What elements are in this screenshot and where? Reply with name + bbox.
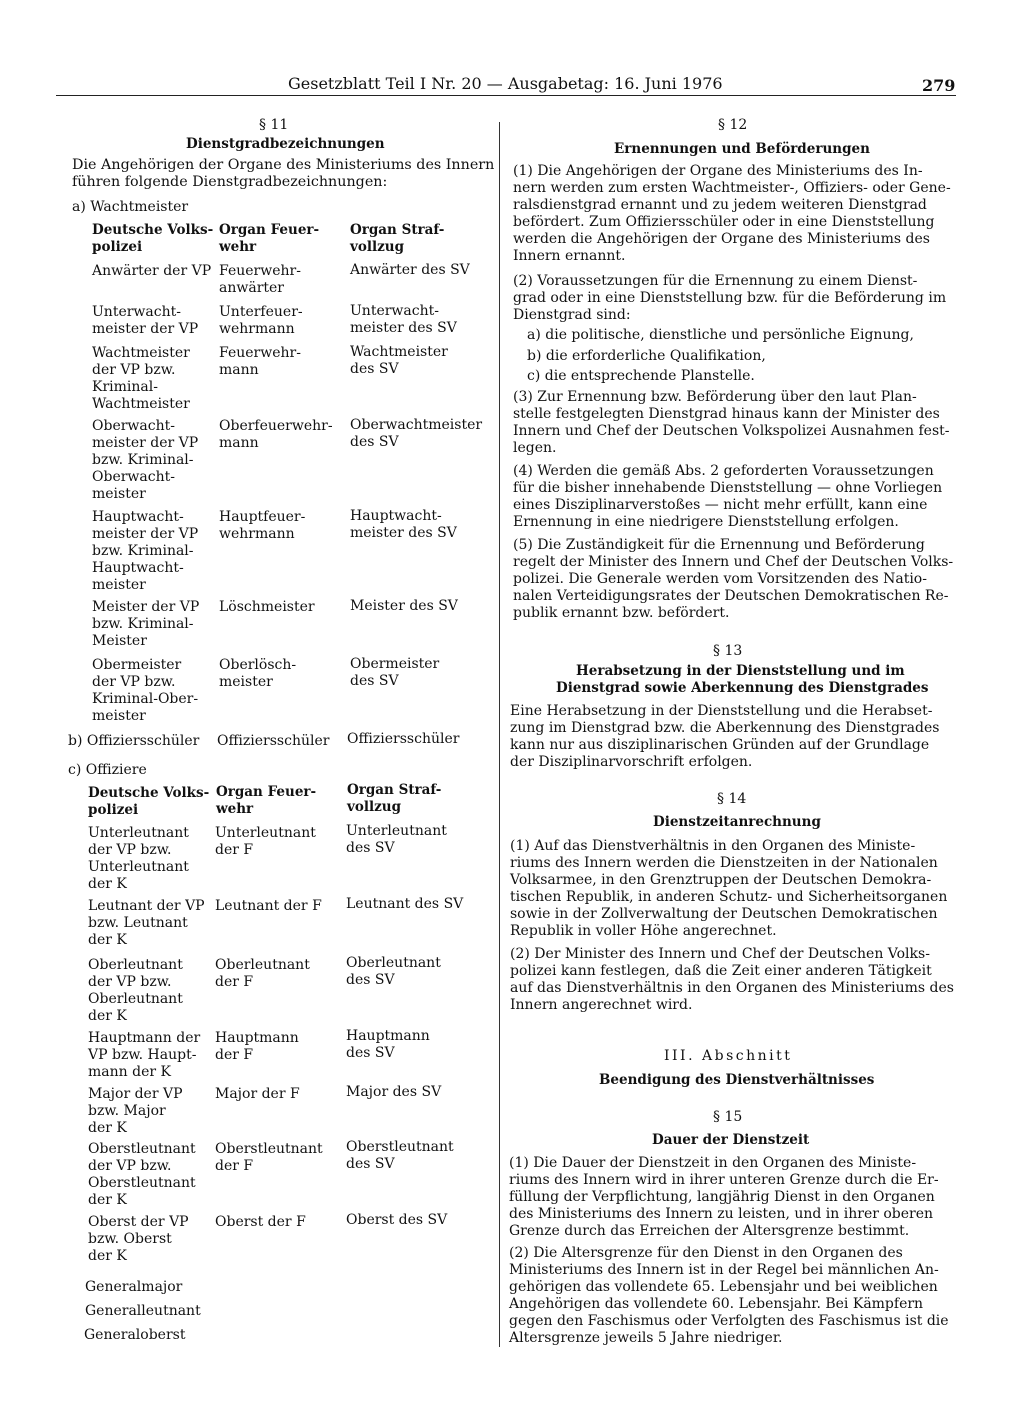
rank-vp-line: meister der VP — [92, 321, 199, 337]
rank-strafvollzug-line: Leutnant des SV — [346, 896, 464, 912]
rank-vp-line: meister der VP — [92, 526, 199, 542]
text-line: befördert. Zum Offiziersschüler oder in eine Dienststellung — [513, 213, 935, 230]
text-line: regelt der Minister des Innern und Chef der Deutschen Volks- — [513, 553, 954, 570]
column-header-volkspolizei-line: Deutsche Volks- — [92, 222, 214, 238]
text-line: Ernennung in eine niedrigere Dienststellung erfolgen. — [513, 513, 899, 530]
section-11-title: Dienstgradbezeichnungen — [186, 136, 385, 152]
rank-feuerwehr — [215, 898, 322, 915]
text-line: riums des Innern wird in ihrer unteren Grenze durch die Er- — [509, 1171, 939, 1188]
rank-vp-line: meister — [92, 486, 146, 502]
offiziersschueler-f: Offiziersschüler — [217, 733, 330, 749]
text-line: (3) Zur Ernennung bzw. Beförderung über den laut Plan- — [513, 389, 917, 405]
column-header-volkspolizei-line: polizei — [92, 239, 143, 255]
rank-vp-line: Unterleutnant — [88, 859, 189, 875]
text-line: (1) Auf das Dienstverhältnis in den Organen des Ministe- — [510, 838, 916, 854]
rank-vp — [92, 418, 198, 503]
rank-feuerwehr-line: anwärter — [219, 280, 284, 296]
rank-vp — [88, 957, 183, 1025]
rank-vp-line: Hauptwacht- — [92, 560, 184, 576]
rank-vp-line: meister der VP — [92, 435, 199, 451]
text-line: (4) Werden die gemäß Abs. 2 geforderten Voraussetzungen — [513, 463, 934, 479]
text-line: riums des Innern werden die Dienstzeiten in der Nationalen — [510, 854, 938, 871]
rank-strafvollzug-line: meister des SV — [350, 525, 457, 541]
text-line: Innern angerechnet wird. — [510, 996, 693, 1013]
section-14-title: Dienstzeitanrechnung — [653, 814, 821, 830]
rank-strafvollzug-line: Unterwacht- — [350, 303, 439, 319]
text-line: Grenze durch das Erreichen der Altersgrenze bestimmt. — [509, 1222, 910, 1239]
group-c-label: c) Offiziere — [68, 762, 147, 778]
rank-vp-line: Oberleutnant — [88, 957, 183, 973]
rank-strafvollzug-line: Anwärter des SV — [350, 262, 470, 278]
rank-feuerwehr-line: Unterleutnant — [215, 825, 316, 841]
rank-strafvollzug — [346, 1084, 441, 1101]
rank-feuerwehr — [215, 957, 310, 991]
rank-strafvollzug-line: des SV — [350, 361, 399, 377]
rank-vp — [88, 1086, 183, 1137]
column-header-strafvollzug — [350, 222, 444, 256]
text-line: sowie in der Zollverwaltung der Deutschen Demokratischen — [510, 905, 938, 922]
offiziersschueler-sv: Offiziersschüler — [347, 731, 460, 747]
chapter-number: III. Abschnitt — [664, 1048, 793, 1064]
rank-strafvollzug-line: Meister des SV — [350, 598, 458, 614]
section-13-title-line: Herabsetzung in der Dienststellung und im — [576, 663, 905, 679]
text-line: (2) Der Minister des Innern und Chef der Deutschen Volks- — [510, 946, 930, 962]
section-14-paragraph-1 — [510, 838, 947, 939]
text-line: b) die erforderliche Qualifikation, — [527, 347, 766, 364]
text-line: nalen Verteidigungsrates der Deutschen Demokratischen Re- — [513, 587, 949, 604]
section-11-intro — [72, 157, 494, 191]
rank-strafvollzug — [350, 508, 457, 542]
rank-strafvollzug — [350, 656, 439, 690]
rank-vp-line: bzw. Kriminal- — [92, 452, 194, 468]
rank-vp-line: der VP bzw. — [88, 842, 172, 858]
rank-vp-line: bzw. Kriminal- — [92, 543, 194, 559]
text-line: Altersgrenze jeweils 5 Jahre niedriger. — [509, 1329, 783, 1346]
general-rank: Generalleutnant — [85, 1303, 201, 1319]
text-line: Innern und Chef der Deutschen Volkspolizei Ausnahmen fest- — [513, 422, 950, 439]
section-12-title: Ernennungen und Beförderungen — [614, 141, 870, 157]
rank-feuerwehr-line: der F — [215, 1047, 254, 1063]
column-header-strafvollzug-line: Organ Straf- — [347, 782, 442, 798]
section-12-paragraph-4 — [513, 463, 942, 531]
rank-strafvollzug-line: des SV — [346, 1045, 395, 1061]
rank-vp — [92, 657, 198, 725]
column-header-volkspolizei — [92, 222, 213, 256]
section-12-number: § 12 — [718, 117, 748, 133]
rank-strafvollzug-line: Wachtmeister — [350, 344, 448, 360]
text-line: gehörigen das vollendete 65. Lebensjahr und bei weiblichen — [509, 1278, 938, 1295]
section-12-paragraph-3 — [513, 389, 950, 457]
rank-feuerwehr — [215, 1030, 299, 1064]
column-header-volkspolizei-line: polizei — [88, 802, 139, 818]
column-header-feuerwehr-line: wehr — [219, 239, 257, 255]
rank-vp — [92, 509, 198, 594]
text-line: der Disziplinarvorschrift erfolgen. — [510, 753, 753, 770]
rank-vp-line: der K — [88, 1248, 127, 1264]
rank-feuerwehr-line: Oberfeuerwehr- — [219, 418, 333, 434]
rank-vp-line: Anwärter der VP — [92, 263, 212, 279]
column-header-strafvollzug-line: Organ Straf- — [350, 222, 445, 238]
section-15-number: § 15 — [713, 1109, 743, 1125]
rank-strafvollzug — [350, 598, 458, 615]
text-line: Republik in voller Höhe angerechnet. — [510, 922, 777, 939]
rank-feuerwehr — [219, 263, 301, 297]
rank-vp-line: der K — [88, 876, 127, 892]
rank-vp-line: der K — [88, 1192, 127, 1208]
text-line: kann nur aus disziplinarischen Gründen auf der Grundlage — [510, 736, 930, 753]
general-rank: Generalmajor — [85, 1279, 183, 1295]
text-line: (5) Die Zuständigkeit für die Ernennung und Beförderung — [513, 537, 925, 553]
rank-vp-line: der K — [88, 1008, 127, 1024]
general-rank: Generaloberst — [84, 1327, 186, 1343]
column-header-feuerwehr-line: wehr — [216, 801, 254, 817]
rank-strafvollzug-line: des SV — [350, 673, 399, 689]
rank-strafvollzug-line: des SV — [346, 1156, 395, 1172]
text-line: werden die Angehörigen der Organe des Ministeriums des — [513, 230, 930, 247]
column-header-strafvollzug-line: vollzug — [347, 799, 402, 815]
rank-vp — [88, 1030, 200, 1081]
rank-vp — [92, 304, 198, 338]
rank-feuerwehr-line: meister — [219, 674, 273, 690]
rank-vp — [88, 1141, 196, 1209]
section-12-paragraph-1 — [513, 163, 951, 264]
rank-vp-line: Obermeister — [92, 657, 182, 673]
rank-feuerwehr-line: Löschmeister — [219, 599, 315, 615]
rank-strafvollzug-line: Oberwachtmeister — [350, 417, 483, 433]
rank-feuerwehr-line: wehrmann — [219, 526, 295, 542]
rank-feuerwehr-line: Unterfeuer- — [219, 304, 303, 320]
rank-feuerwehr-line: Leutnant der F — [215, 898, 322, 914]
rank-feuerwehr-line: Oberleutnant — [215, 957, 310, 973]
rank-vp-line: Oberst der VP — [88, 1214, 189, 1230]
rank-vp-line: Meister — [92, 633, 147, 649]
rank-strafvollzug-line: Hauptmann — [346, 1028, 430, 1044]
rank-vp-line: bzw. Oberst — [88, 1231, 172, 1247]
text-line: Eine Herabsetzung in der Dienststellung und die Herabset- — [510, 703, 933, 719]
column-header-strafvollzug-line: vollzug — [350, 239, 405, 255]
rank-vp-line: Meister der VP — [92, 599, 200, 615]
section-15-paragraph-2 — [509, 1245, 949, 1346]
text-line: publik ernannt bzw. befördert. — [513, 604, 730, 621]
column-header-feuerwehr — [216, 784, 316, 818]
rank-strafvollzug-line: Obermeister — [350, 656, 440, 672]
text-line: grad oder in eine Dienststellung bzw. für die Beförderung im — [513, 289, 947, 306]
rank-feuerwehr — [215, 1214, 306, 1231]
rank-vp-line: bzw. Major — [88, 1103, 166, 1119]
rank-strafvollzug — [346, 955, 441, 989]
text-line: (1) Die Dauer der Dienstzeit in den Organen des Ministe- — [509, 1155, 917, 1171]
rank-strafvollzug-line: Oberleutnant — [346, 955, 441, 971]
rank-strafvollzug — [346, 1028, 430, 1062]
rank-vp-line: der K — [88, 1120, 127, 1136]
rank-strafvollzug — [350, 262, 470, 279]
section-12-paragraph-5 — [513, 537, 953, 622]
rank-vp-line: Wachtmeister — [92, 396, 190, 412]
rank-strafvollzug-line: des SV — [346, 972, 395, 988]
text-line: des Ministeriums des Innern zu leisten, und in ihrer oberen — [509, 1205, 934, 1222]
section-12-paragraph-2 — [513, 273, 946, 324]
rank-feuerwehr — [219, 418, 333, 452]
rank-vp-line: Oberstleutnant — [88, 1141, 196, 1157]
rank-feuerwehr-line: Hauptfeuer- — [219, 509, 306, 525]
text-line: nern werden zum ersten Wachtmeister-, Offiziers- oder Gene- — [513, 179, 951, 196]
rank-vp-line: Kriminal-Ober- — [92, 691, 199, 707]
column-header-volkspolizei-line: Deutsche Volks- — [88, 785, 210, 801]
column-header-feuerwehr-line: Organ Feuer- — [219, 222, 320, 238]
rank-feuerwehr-line: der F — [215, 1158, 254, 1174]
text-line: eines Disziplinarverstoßes — nicht mehr erfüllt, kann eine — [513, 496, 928, 513]
text-line: (1) Die Angehörigen der Organe des Ministeriums des In- — [513, 163, 923, 179]
rank-vp — [88, 1214, 189, 1265]
text-line: legen. — [513, 439, 557, 456]
rank-strafvollzug-line: Oberst des SV — [346, 1212, 448, 1228]
text-line: Volksarmee, in den Grenztruppen der Deutschen Demokra- — [510, 871, 932, 888]
rank-vp-line: Major der VP — [88, 1086, 183, 1102]
rank-feuerwehr-line: Oberlösch- — [219, 657, 297, 673]
text-line: ralsdienstgrad ernannt und zu jedem weiteren Dienstgrad — [513, 196, 927, 213]
column-header-strafvollzug — [347, 782, 441, 816]
column-divider — [499, 122, 500, 1347]
text-line: Innern ernannt. — [513, 247, 626, 264]
rank-vp-line: Unterwacht- — [92, 304, 181, 320]
text-line: c) die entsprechende Planstelle. — [527, 368, 755, 384]
rank-feuerwehr-line: Feuerwehr- — [219, 263, 301, 279]
section-15-title: Dauer der Dienstzeit — [652, 1132, 810, 1148]
text-line: zung im Dienstgrad bzw. die Aberkennung des Dienstgrades — [510, 719, 940, 736]
rank-feuerwehr-line: der F — [215, 974, 254, 990]
rank-vp-line: der VP bzw. — [92, 362, 176, 378]
text-line: Dienstgrad sind: — [513, 306, 631, 323]
rank-strafvollzug — [346, 896, 463, 913]
rank-vp-line: Wachtmeister — [92, 345, 190, 361]
rank-feuerwehr — [219, 509, 305, 543]
rank-feuerwehr — [215, 1086, 300, 1103]
section-11-number: § 11 — [259, 117, 289, 133]
text-line: polizei. Die Generale werden vom Vorsitzenden des Natio- — [513, 570, 927, 587]
section-13-number: § 13 — [713, 643, 743, 659]
rank-feuerwehr-line: Feuerwehr- — [219, 345, 301, 361]
text-line: gegen den Faschismus oder Verfolgten des Faschismus ist die — [509, 1312, 949, 1329]
column-header-feuerwehr — [219, 222, 319, 256]
rank-vp-line: Oberleutnant — [88, 991, 183, 1007]
text-line: a) die politische, dienstliche und persönliche Eignung, — [527, 327, 914, 343]
rank-feuerwehr — [219, 345, 301, 379]
intro-line: Die Angehörigen der Organe des Ministeriums des Innern — [72, 157, 495, 173]
rank-vp-line: Hauptwacht- — [92, 509, 184, 525]
rank-vp-line: Oberwacht- — [92, 418, 175, 434]
rank-feuerwehr-line: Oberst der F — [215, 1214, 306, 1230]
group-a-label: a) Wachtmeister — [72, 199, 189, 215]
section-15-paragraph-1 — [509, 1155, 939, 1240]
rank-vp-line: Leutnant der VP — [88, 898, 205, 914]
section-14-number: § 14 — [717, 791, 747, 807]
text-line: auf das Dienstverhältnis in den Organen des Ministeriums des — [510, 979, 954, 996]
chapter-title: Beendigung des Dienstverhältnisses — [599, 1072, 875, 1088]
rank-vp-line: bzw. Kriminal- — [92, 616, 194, 632]
rank-strafvollzug-line: Major des SV — [346, 1084, 442, 1100]
text-line: (2) Voraussetzungen für die Ernennung zu einem Dienst- — [513, 273, 918, 289]
rank-feuerwehr — [219, 599, 315, 616]
rank-feuerwehr — [219, 304, 303, 338]
rank-strafvollzug — [346, 823, 447, 857]
rank-feuerwehr-line: mann — [219, 362, 259, 378]
page-number: 279 — [922, 76, 956, 95]
rank-strafvollzug-line: meister des SV — [350, 320, 457, 336]
rank-feuerwehr-line: mann — [219, 435, 259, 451]
rank-vp-line: Kriminal- — [92, 379, 158, 395]
rank-feuerwehr-line: Hauptmann — [215, 1030, 299, 1046]
section-13-paragraph — [510, 703, 939, 771]
rank-vp — [88, 825, 189, 893]
rank-vp — [88, 898, 205, 949]
rank-vp-line: meister — [92, 708, 146, 724]
rank-feuerwehr-line: Oberstleutnant — [215, 1141, 323, 1157]
rank-strafvollzug-line: des SV — [350, 434, 399, 450]
rank-strafvollzug — [346, 1212, 447, 1229]
rank-vp-line: der VP bzw. — [92, 674, 176, 690]
text-line: stelle festgelegten Dienstgrad hinaus kann der Minister des — [513, 405, 940, 422]
rank-vp-line: bzw. Leutnant — [88, 915, 188, 931]
column-header-volkspolizei — [88, 785, 209, 819]
rank-vp-line: mann der K — [88, 1064, 171, 1080]
rank-vp-line: der VP bzw. — [88, 1158, 172, 1174]
rank-vp-line: Oberstleutnant — [88, 1175, 196, 1191]
rank-feuerwehr — [215, 825, 316, 859]
rank-strafvollzug — [346, 1139, 454, 1173]
rank-strafvollzug-line: des SV — [346, 840, 395, 856]
rank-strafvollzug — [350, 344, 448, 378]
text-line: tischen Republik, in anderen Schutz- und Sicherheitsorganen — [510, 888, 948, 905]
rank-vp — [92, 345, 190, 413]
rank-vp-line: der VP bzw. — [88, 974, 172, 990]
rank-strafvollzug — [350, 303, 457, 337]
section-13-title-line: Dienstgrad sowie Aberkennung des Dienstgrades — [556, 680, 929, 696]
text-line: Ministeriums des Innern ist in der Regel bei männlichen An- — [509, 1261, 939, 1278]
intro-line: führen folgende Dienstgradbezeichnungen: — [72, 173, 388, 190]
header-rule — [56, 95, 956, 96]
rank-strafvollzug-line: Hauptwacht- — [350, 508, 442, 524]
rank-vp-line: Hauptmann der — [88, 1030, 201, 1046]
group-b-label: b) Offiziersschüler — [68, 733, 200, 749]
rank-vp-line: Unterleutnant — [88, 825, 189, 841]
rank-feuerwehr — [219, 657, 296, 691]
column-header-feuerwehr-line: Organ Feuer- — [216, 784, 317, 800]
rank-strafvollzug-line: Unterleutnant — [346, 823, 447, 839]
text-line: für die bisher innehabende Dienststellung — ohne Vorliegen — [513, 479, 943, 496]
rank-vp — [92, 263, 211, 280]
text-line: polizei kann festlegen, daß die Zeit einer anderen Tätigkeit — [510, 962, 932, 979]
rank-vp-line: Oberwacht- — [92, 469, 175, 485]
rank-strafvollzug — [350, 417, 482, 451]
gazette-header-title: Gesetzblatt Teil I Nr. 20 — Ausgabetag: 16. Juni 1976 — [288, 74, 723, 93]
rank-vp-line: VP bzw. Haupt- — [88, 1047, 197, 1063]
text-line: Angehörigen das vollendete 60. Lebensjahr. Bei Kämpfern — [509, 1295, 924, 1312]
section-12-requirements-list — [527, 325, 914, 387]
rank-vp-line: meister — [92, 577, 146, 593]
rank-vp — [92, 599, 199, 650]
rank-feuerwehr-line: Major der F — [215, 1086, 300, 1102]
text-line: füllung der Verpflichtung, langjährig Dienst in den Organen — [509, 1188, 935, 1205]
text-line: (2) Die Altersgrenze für den Dienst in den Organen des — [509, 1245, 903, 1261]
rank-vp-line: der K — [88, 932, 127, 948]
rank-feuerwehr-line: wehrmann — [219, 321, 295, 337]
rank-feuerwehr-line: der F — [215, 842, 254, 858]
rank-strafvollzug-line: Oberstleutnant — [346, 1139, 454, 1155]
section-14-paragraph-2 — [510, 946, 954, 1014]
rank-feuerwehr — [215, 1141, 323, 1175]
